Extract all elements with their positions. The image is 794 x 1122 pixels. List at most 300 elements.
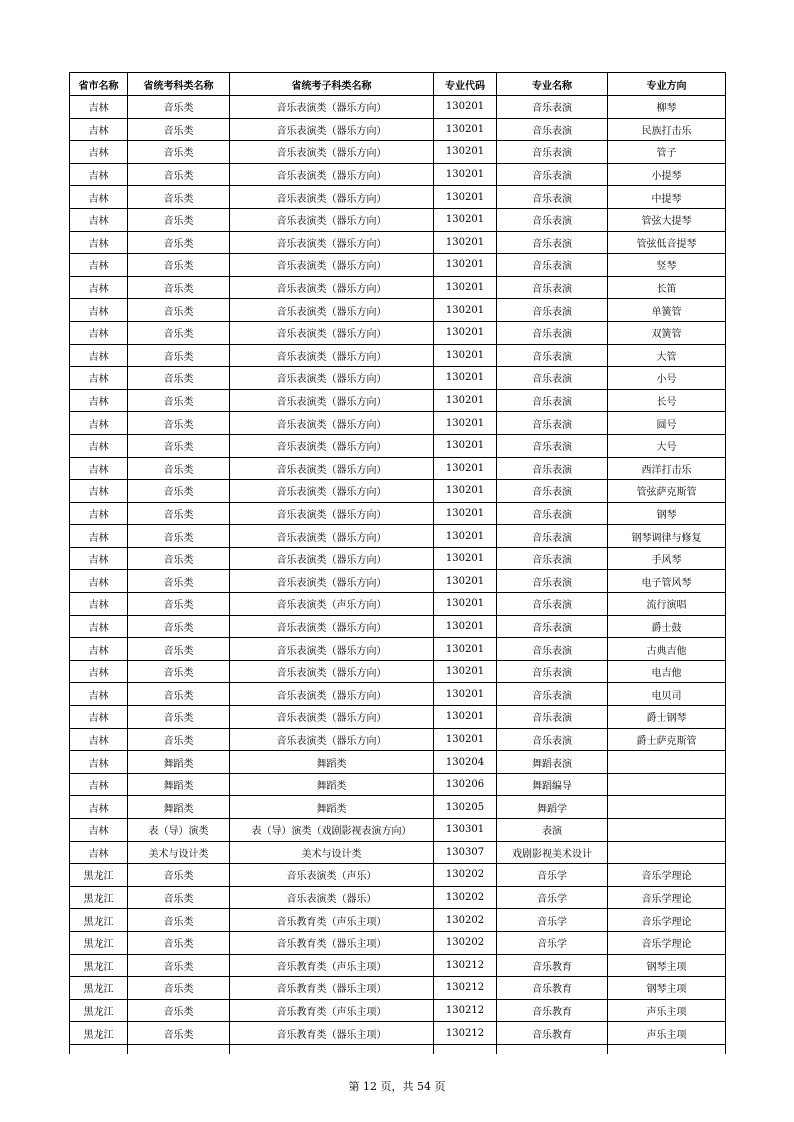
table-row	[70, 96, 726, 119]
cell-major-name: 音乐表演	[497, 208, 608, 231]
cell-major-name: 音乐表演	[497, 163, 608, 186]
cell-exam-category: 舞蹈类	[128, 751, 230, 774]
cell-province: 黑龙江	[70, 864, 128, 887]
cell-major-code: 130201	[434, 434, 497, 457]
cell-province: 吉林	[70, 118, 128, 141]
cell-exam-subcategory: 美术与设计类	[230, 841, 434, 864]
header-exam-category: 省统考科类名称	[128, 73, 230, 96]
cell-major-code: 130201	[434, 502, 497, 525]
cell-major-direction: 双簧管	[608, 321, 726, 344]
cell-major-direction: 钢琴主项	[608, 977, 726, 1000]
cell-major-code: 130307	[434, 841, 497, 864]
cell-major-name: 音乐表演	[497, 186, 608, 209]
cell-province: 黑龙江	[70, 931, 128, 954]
cell-exam-subcategory: 音乐教育类（声乐主项）	[230, 909, 434, 932]
cell-major-code: 130206	[434, 773, 497, 796]
cell-exam-category: 音乐类	[128, 547, 230, 570]
cell-exam-subcategory: 音乐表演类（器乐方向）	[230, 412, 434, 435]
cell-major-name: 音乐教育	[497, 954, 608, 977]
cell-major-direction: 柳琴	[608, 96, 726, 119]
cell-exam-subcategory: 音乐表演类（声乐方向）	[230, 593, 434, 616]
cell-major-direction: 声乐主项	[608, 1022, 726, 1045]
cell-major-direction: 大管	[608, 344, 726, 367]
cell-province: 吉林	[70, 683, 128, 706]
cell-major-name: 音乐表演	[497, 547, 608, 570]
cell-major-code: 130201	[434, 163, 497, 186]
cell-major-direction: 管弦大提琴	[608, 208, 726, 231]
table-row	[70, 1022, 726, 1045]
cell-major-code: 130201	[434, 118, 497, 141]
cell-exam-category: 音乐类	[128, 412, 230, 435]
table-row	[70, 819, 726, 842]
cell-major-code: 130201	[434, 638, 497, 661]
cell-major-direction	[608, 751, 726, 774]
table-row	[70, 909, 726, 932]
cell-major-name: 音乐学	[497, 909, 608, 932]
cell-exam-category: 音乐类	[128, 367, 230, 390]
cell-major-direction: 声乐主项	[608, 999, 726, 1022]
cell-major-code: 130201	[434, 593, 497, 616]
cell-exam-subcategory: 音乐表演类（器乐方向）	[230, 389, 434, 412]
cell-major-code: 130201	[434, 299, 497, 322]
cell-major-direction: 爵士钢琴	[608, 706, 726, 729]
cell-exam-subcategory: 音乐表演类（器乐方向）	[230, 706, 434, 729]
cell-major-direction	[608, 796, 726, 819]
cell-exam-subcategory: 音乐表演类（器乐方向）	[230, 344, 434, 367]
cell-province	[70, 1044, 128, 1054]
cell-major-name: 音乐表演	[497, 457, 608, 480]
cell-exam-subcategory: 音乐教育类（声乐主项）	[230, 999, 434, 1022]
cell-major-direction: 古典吉他	[608, 638, 726, 661]
cell-province: 吉林	[70, 163, 128, 186]
cell-major-name: 舞蹈表演	[497, 751, 608, 774]
cell-major-name: 音乐表演	[497, 660, 608, 683]
cell-exam-category: 音乐类	[128, 96, 230, 119]
cell-exam-subcategory: 音乐表演类（器乐方向）	[230, 525, 434, 548]
cell-province: 吉林	[70, 615, 128, 638]
cell-exam-subcategory: 音乐表演类（器乐方向）	[230, 367, 434, 390]
table-row	[70, 773, 726, 796]
cell-major-direction: 流行演唱	[608, 593, 726, 616]
cell-major-name: 音乐表演	[497, 231, 608, 254]
cell-exam-subcategory: 音乐表演类（器乐方向）	[230, 321, 434, 344]
cell-exam-category: 音乐类	[128, 457, 230, 480]
cell-exam-subcategory: 音乐表演类（器乐方向）	[230, 163, 434, 186]
cell-exam-subcategory: 音乐表演类（器乐方向）	[230, 118, 434, 141]
cell-major-code: 130201	[434, 389, 497, 412]
cell-major-code: 130201	[434, 728, 497, 751]
cell-major-name: 音乐表演	[497, 480, 608, 503]
cell-exam-subcategory: 表（导）演类（戏剧影视表演方向）	[230, 819, 434, 842]
cell-exam-category: 音乐类	[128, 886, 230, 909]
cell-exam-subcategory: 音乐教育类（声乐主项）	[230, 954, 434, 977]
cell-province: 吉林	[70, 547, 128, 570]
cell-province: 吉林	[70, 841, 128, 864]
cell-major-code: 130301	[434, 819, 497, 842]
cell-major-name: 音乐学	[497, 886, 608, 909]
cell-province: 吉林	[70, 593, 128, 616]
cell-province: 黑龙江	[70, 909, 128, 932]
cell-province: 黑龙江	[70, 954, 128, 977]
cell-major-code: 130201	[434, 186, 497, 209]
table-row	[70, 186, 726, 209]
cell-major-code: 130202	[434, 864, 497, 887]
cell-exam-subcategory: 音乐表演类（声乐）	[230, 864, 434, 887]
cell-province: 吉林	[70, 321, 128, 344]
cell-exam-category: 音乐类	[128, 344, 230, 367]
cell-major-code: 130201	[434, 412, 497, 435]
cell-province: 吉林	[70, 751, 128, 774]
cell-major-code: 130201	[434, 208, 497, 231]
cell-exam-category: 舞蹈类	[128, 773, 230, 796]
cell-province: 吉林	[70, 796, 128, 819]
table-row	[70, 412, 726, 435]
table-row	[70, 638, 726, 661]
cell-major-code: 130201	[434, 525, 497, 548]
cell-province: 吉林	[70, 367, 128, 390]
table-row	[70, 141, 726, 164]
cell-major-direction: 长笛	[608, 276, 726, 299]
cell-major-name: 音乐教育	[497, 999, 608, 1022]
cell-province: 吉林	[70, 412, 128, 435]
cell-major-name: 表演	[497, 819, 608, 842]
cell-major-code: 130201	[434, 457, 497, 480]
cell-exam-category: 音乐类	[128, 660, 230, 683]
cell-exam-category: 音乐类	[128, 954, 230, 977]
cell-major-code: 130212	[434, 977, 497, 1000]
cell-major-name: 音乐表演	[497, 141, 608, 164]
cell-major-direction: 大号	[608, 434, 726, 457]
cell-exam-subcategory: 音乐表演类（器乐方向）	[230, 299, 434, 322]
cell-major-code: 130212	[434, 954, 497, 977]
cell-exam-subcategory: 舞蹈类	[230, 773, 434, 796]
cell-province: 吉林	[70, 706, 128, 729]
cell-major-direction: 小提琴	[608, 163, 726, 186]
cell-major-code: 130201	[434, 660, 497, 683]
cell-province: 吉林	[70, 208, 128, 231]
cell-exam-category: 舞蹈类	[128, 796, 230, 819]
admissions-table	[69, 72, 726, 1054]
cell-exam-category	[128, 1044, 230, 1054]
cell-exam-category: 音乐类	[128, 593, 230, 616]
cell-province: 黑龙江	[70, 886, 128, 909]
cell-exam-subcategory: 舞蹈类	[230, 751, 434, 774]
header-major-name: 专业名称	[497, 73, 608, 96]
cell-major-code: 130201	[434, 367, 497, 390]
cell-major-direction: 民族打击乐	[608, 118, 726, 141]
table-row	[70, 954, 726, 977]
cell-major-code: 130201	[434, 231, 497, 254]
cell-major-direction	[608, 1044, 726, 1054]
cell-exam-category: 音乐类	[128, 615, 230, 638]
table-row	[70, 434, 726, 457]
table-row	[70, 796, 726, 819]
cell-major-name: 音乐表演	[497, 525, 608, 548]
cell-exam-category: 音乐类	[128, 321, 230, 344]
cell-exam-subcategory: 音乐教育类（器乐主项）	[230, 977, 434, 1000]
cell-major-name: 音乐表演	[497, 276, 608, 299]
cell-major-name: 音乐表演	[497, 254, 608, 277]
cell-major-code: 130202	[434, 886, 497, 909]
cell-major-code: 130212	[434, 1022, 497, 1045]
cell-major-direction: 爵士鼓	[608, 615, 726, 638]
cell-major-direction: 竖琴	[608, 254, 726, 277]
cell-major-name: 音乐学	[497, 931, 608, 954]
cell-exam-category: 音乐类	[128, 480, 230, 503]
cell-major-code: 130201	[434, 321, 497, 344]
cell-exam-subcategory: 音乐表演类（器乐方向）	[230, 141, 434, 164]
cell-exam-subcategory: 音乐表演类（器乐方向）	[230, 660, 434, 683]
cell-major-direction: 音乐学理论	[608, 864, 726, 887]
cell-major-direction: 音乐学理论	[608, 909, 726, 932]
cell-major-direction: 电子管风琴	[608, 570, 726, 593]
cell-exam-subcategory: 音乐表演类（器乐）	[230, 886, 434, 909]
cell-exam-subcategory: 音乐表演类（器乐方向）	[230, 434, 434, 457]
cell-major-name: 音乐教育	[497, 977, 608, 1000]
table-row	[70, 208, 726, 231]
cell-exam-category: 美术与设计类	[128, 841, 230, 864]
cell-province: 吉林	[70, 299, 128, 322]
cell-major-code: 130202	[434, 931, 497, 954]
cell-major-direction: 单簧管	[608, 299, 726, 322]
cell-province: 吉林	[70, 773, 128, 796]
cell-major-name: 舞蹈编导	[497, 773, 608, 796]
cell-exam-subcategory: 音乐表演类（器乐方向）	[230, 683, 434, 706]
table-row	[70, 841, 726, 864]
cell-major-direction: 小号	[608, 367, 726, 390]
table-row	[70, 615, 726, 638]
cell-major-code: 130201	[434, 570, 497, 593]
cell-exam-category: 音乐类	[128, 254, 230, 277]
header-major-direction: 专业方向	[608, 73, 726, 96]
cell-exam-category: 表（导）演类	[128, 819, 230, 842]
cell-major-direction	[608, 819, 726, 842]
table-row	[70, 457, 726, 480]
cell-major-direction: 音乐学理论	[608, 931, 726, 954]
cell-exam-subcategory: 音乐表演类（器乐方向）	[230, 502, 434, 525]
cell-province: 吉林	[70, 231, 128, 254]
cell-major-name: 音乐表演	[497, 367, 608, 390]
cell-exam-subcategory: 音乐表演类（器乐方向）	[230, 547, 434, 570]
cell-exam-category: 音乐类	[128, 977, 230, 1000]
cell-major-code: 130201	[434, 683, 497, 706]
table-row	[70, 931, 726, 954]
table-row	[70, 254, 726, 277]
cell-province: 吉林	[70, 141, 128, 164]
cell-exam-category: 音乐类	[128, 728, 230, 751]
cell-exam-category: 音乐类	[128, 118, 230, 141]
cell-major-direction: 电吉他	[608, 660, 726, 683]
table-row	[70, 231, 726, 254]
cell-major-name: 音乐表演	[497, 502, 608, 525]
cell-province: 吉林	[70, 728, 128, 751]
cell-major-code: 130212	[434, 999, 497, 1022]
cell-major-direction: 西洋打击乐	[608, 457, 726, 480]
cell-province: 吉林	[70, 254, 128, 277]
cell-major-name: 音乐表演	[497, 321, 608, 344]
cell-major-direction: 中提琴	[608, 186, 726, 209]
cell-exam-subcategory: 音乐表演类（器乐方向）	[230, 208, 434, 231]
cell-major-name: 戏剧影视美术设计	[497, 841, 608, 864]
cell-major-code: 130205	[434, 796, 497, 819]
cell-major-direction: 钢琴调律与修复	[608, 525, 726, 548]
table-row	[70, 547, 726, 570]
cell-exam-category: 音乐类	[128, 1022, 230, 1045]
cell-exam-category: 音乐类	[128, 683, 230, 706]
cell-exam-category: 音乐类	[128, 299, 230, 322]
cell-exam-subcategory: 音乐表演类（器乐方向）	[230, 638, 434, 661]
cell-exam-subcategory: 舞蹈类	[230, 796, 434, 819]
cell-major-name: 音乐表演	[497, 118, 608, 141]
cell-exam-subcategory: 音乐表演类（器乐方向）	[230, 728, 434, 751]
cell-major-code: 130201	[434, 547, 497, 570]
cell-exam-category: 音乐类	[128, 999, 230, 1022]
cell-exam-category: 音乐类	[128, 276, 230, 299]
cell-exam-category: 音乐类	[128, 502, 230, 525]
cell-major-name: 舞蹈学	[497, 796, 608, 819]
cell-major-name: 音乐表演	[497, 96, 608, 119]
cell-exam-subcategory: 音乐表演类（器乐方向）	[230, 254, 434, 277]
cell-province: 吉林	[70, 344, 128, 367]
header-province: 省市名称	[70, 73, 128, 96]
cell-major-name: 音乐教育	[497, 1022, 608, 1045]
table-row	[70, 502, 726, 525]
table-row	[70, 570, 726, 593]
table-row	[70, 728, 726, 751]
cell-major-name: 音乐表演	[497, 412, 608, 435]
cell-major-direction	[608, 841, 726, 864]
cell-major-code: 130201	[434, 276, 497, 299]
cell-province: 吉林	[70, 570, 128, 593]
table-row	[70, 163, 726, 186]
page-footer: 第 12 页，共 54 页	[348, 1080, 446, 1093]
table-row	[70, 525, 726, 548]
cell-major-direction: 手风琴	[608, 547, 726, 570]
cell-province: 黑龙江	[70, 1022, 128, 1045]
cell-major-name: 音乐表演	[497, 683, 608, 706]
cell-major-direction	[608, 773, 726, 796]
table-row	[70, 480, 726, 503]
cell-province: 吉林	[70, 434, 128, 457]
cell-major-name: 音乐表演	[497, 728, 608, 751]
header-major-code: 专业代码	[434, 73, 497, 96]
table-row	[70, 706, 726, 729]
cell-exam-category: 音乐类	[128, 909, 230, 932]
cell-province: 吉林	[70, 525, 128, 548]
cell-province: 吉林	[70, 480, 128, 503]
cell-major-code: 130201	[434, 141, 497, 164]
cell-major-direction: 爵士萨克斯管	[608, 728, 726, 751]
table-row	[70, 593, 726, 616]
cell-province: 吉林	[70, 96, 128, 119]
cell-major-code: 130201	[434, 96, 497, 119]
cell-major-name	[497, 1044, 608, 1054]
table-row	[70, 344, 726, 367]
cell-major-direction: 管弦低音提琴	[608, 231, 726, 254]
table-row	[70, 321, 726, 344]
table-row	[70, 660, 726, 683]
cell-major-code: 130201	[434, 615, 497, 638]
cell-major-name: 音乐表演	[497, 570, 608, 593]
cell-major-code: 130204	[434, 751, 497, 774]
cell-exam-category: 音乐类	[128, 141, 230, 164]
cell-major-direction: 音乐学理论	[608, 886, 726, 909]
cell-major-direction: 管弦萨克斯管	[608, 480, 726, 503]
cell-exam-subcategory: 音乐表演类（器乐方向）	[230, 276, 434, 299]
table-row	[70, 683, 726, 706]
cell-major-name: 音乐表演	[497, 638, 608, 661]
table-row	[70, 1044, 726, 1054]
table-row	[70, 977, 726, 1000]
table-row	[70, 389, 726, 412]
cell-major-code	[434, 1044, 497, 1054]
table-row	[70, 299, 726, 322]
cell-exam-subcategory: 音乐表演类（器乐方向）	[230, 570, 434, 593]
cell-exam-subcategory: 音乐表演类（器乐方向）	[230, 457, 434, 480]
cell-major-code: 130201	[434, 344, 497, 367]
cell-major-code: 130201	[434, 706, 497, 729]
table-row	[70, 999, 726, 1022]
cell-province: 吉林	[70, 502, 128, 525]
cell-province: 吉林	[70, 276, 128, 299]
cell-major-direction: 钢琴	[608, 502, 726, 525]
cell-province: 吉林	[70, 457, 128, 480]
cell-exam-subcategory: 音乐表演类（器乐方向）	[230, 231, 434, 254]
cell-major-code: 130201	[434, 480, 497, 503]
cell-exam-category: 音乐类	[128, 231, 230, 254]
cell-province: 吉林	[70, 389, 128, 412]
cell-major-code: 130202	[434, 909, 497, 932]
cell-exam-category: 音乐类	[128, 864, 230, 887]
cell-exam-category: 音乐类	[128, 706, 230, 729]
cell-major-name: 音乐表演	[497, 344, 608, 367]
cell-exam-subcategory: 音乐表演类（器乐方向）	[230, 186, 434, 209]
cell-major-name: 音乐表演	[497, 299, 608, 322]
cell-major-name: 音乐表演	[497, 389, 608, 412]
cell-province: 吉林	[70, 638, 128, 661]
cell-major-direction: 圆号	[608, 412, 726, 435]
cell-major-direction: 钢琴主项	[608, 954, 726, 977]
cell-exam-subcategory: 音乐表演类（器乐方向）	[230, 96, 434, 119]
cell-major-direction: 管子	[608, 141, 726, 164]
cell-exam-category: 音乐类	[128, 638, 230, 661]
cell-exam-category: 音乐类	[128, 389, 230, 412]
table-row	[70, 118, 726, 141]
table-row	[70, 367, 726, 390]
cell-province: 吉林	[70, 660, 128, 683]
table-row	[70, 751, 726, 774]
cell-major-direction: 长号	[608, 389, 726, 412]
table-row	[70, 886, 726, 909]
cell-exam-category: 音乐类	[128, 186, 230, 209]
cell-exam-subcategory	[230, 1044, 434, 1054]
cell-major-name: 音乐表演	[497, 615, 608, 638]
cell-major-name: 音乐表演	[497, 434, 608, 457]
cell-exam-category: 音乐类	[128, 434, 230, 457]
cell-exam-subcategory: 音乐教育类（器乐主项）	[230, 931, 434, 954]
cell-major-direction: 电贝司	[608, 683, 726, 706]
cell-exam-category: 音乐类	[128, 525, 230, 548]
table-header-row	[70, 73, 726, 96]
cell-exam-category: 音乐类	[128, 163, 230, 186]
cell-major-code: 130201	[434, 254, 497, 277]
cell-exam-subcategory: 音乐表演类（器乐方向）	[230, 480, 434, 503]
cell-major-name: 音乐学	[497, 864, 608, 887]
cell-exam-category: 音乐类	[128, 208, 230, 231]
cell-province: 吉林	[70, 186, 128, 209]
cell-province: 吉林	[70, 819, 128, 842]
table-row	[70, 276, 726, 299]
